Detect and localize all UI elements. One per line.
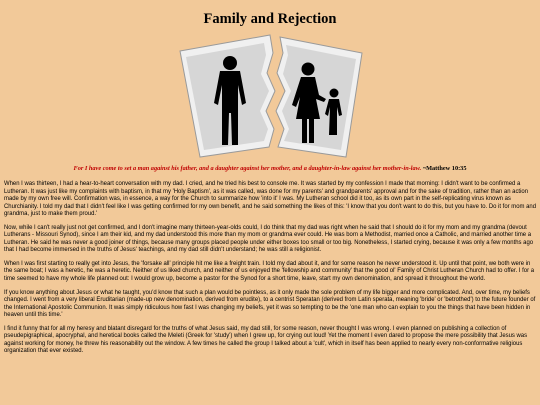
torn-family-photo-icon — [170, 33, 370, 158]
photo-right-half — [276, 37, 362, 157]
epigraph — [4, 164, 536, 173]
epigraph-reference: ~Matthew 10:35 — [422, 165, 467, 172]
paragraph: Now, while I can't really just not get confirmed, and I don't imagine many thirteen-year-olds could, I do think that my dad was right when he said that I should do it for my mom and my grandma (devout Lutherans - Missouri Synod), since I am their kid, and my dad understood this more than my mom or grandma ever could. He was born a Methodist, married once a Catholic, and married another time a Lutheran. He said he was never a good joiner of things, because many groups placed people under either boxes too small or too big. Nonetheless, I started crying, because it was only a few months ago that I had become immersed in the truths of Jesus' teachings, and my dad still didn't understand; he was still a religionist. — [4, 224, 534, 254]
paragraph: When I was first starting to really get into Jesus, the 'forsake all' principle hit me like a freight train. I told my dad about it, and for some reason he never understood it. Up until that point, we both were in the same boat; I was a heretic, he was a heretic. Neither of us liked church, and neither of us enjoyed the 'fellowship and community' that the good ol' Family of Christ Lutheran Church had to offer. I for a time seemed to have my whole life planned out: I would grow up, become a pastor for the Synod for a short time, leave, start my own denomination, and spread it throughout the world. — [4, 260, 535, 283]
paragraph: When I was thirteen, I had a hear-to-heart conversation with my dad. I cried, and he tried his best to console me. It was started by my confession I made that morning: I didn't want to be confirmed a Lutheran. It was just like my complaints with baptism, in that my 'Holy Baptism', as it was called, was done for my parents' and grandparents' approval and for the sake of tradition, rather than an action made by my own free will. Confirmation was, in essence, a way for the Church to summarize how 'into it' I was. My Lutheran school did it too, as its own part in the self-replicating virus known as Churchianity. I told my dad that I didn't feel like I was getting confirmed for my own benefit, and he said something the likes of this: 'I know that you don't want to do this, but you have to. Do it for mom and grandma, just to make them proud.' — [4, 181, 537, 218]
article-body — [4, 181, 536, 356]
epigraph-verse: For I have come to set a man against his father, and a daughter against her mother, and a daughter-in-law against her mother-in-law. — [73, 165, 422, 172]
paragraph: I find it funny that for all my heresy and blatant disregard for the truths of what Jesus said, my dad still, for some reason, never thought I was wrong. I even planned on publishing a collection of pseudepigraphical, apocryphal, and heretical books called the Meleti (Greek for 'study') when I grew up, for crying out loud! Yet the moment I even dared to propose the mere possibility that Jesus was against working for money, he threw his reasonability out the window. A few times he called the group I talked about a 'cult', which in itself has been applied to nearly every non-conformative religious organization that ever existed. — [4, 325, 528, 355]
photo-left-half — [180, 35, 275, 157]
paragraph: If you know anything about Jesus or what he taught, you'd know that such a plan would be pointless, as it only made the sole problem of my life bigger and more complicated. And, over time, my beliefs changed. I went from a very liberal Eruditarian (made-up new denomination, derived from erudite), to a centrist Speratan (derived from Latin sperata, meaning 'bride' or 'betrothed') to the future founder of the International Apostolic Communion. It was simply ridiculous how fast I was changing my beliefs, yet it was so tempting to be the 'one man who can explain to you the things that have been hidden in heaven until this time.' — [4, 289, 536, 319]
page-title: Family and Rejection — [203, 11, 337, 27]
